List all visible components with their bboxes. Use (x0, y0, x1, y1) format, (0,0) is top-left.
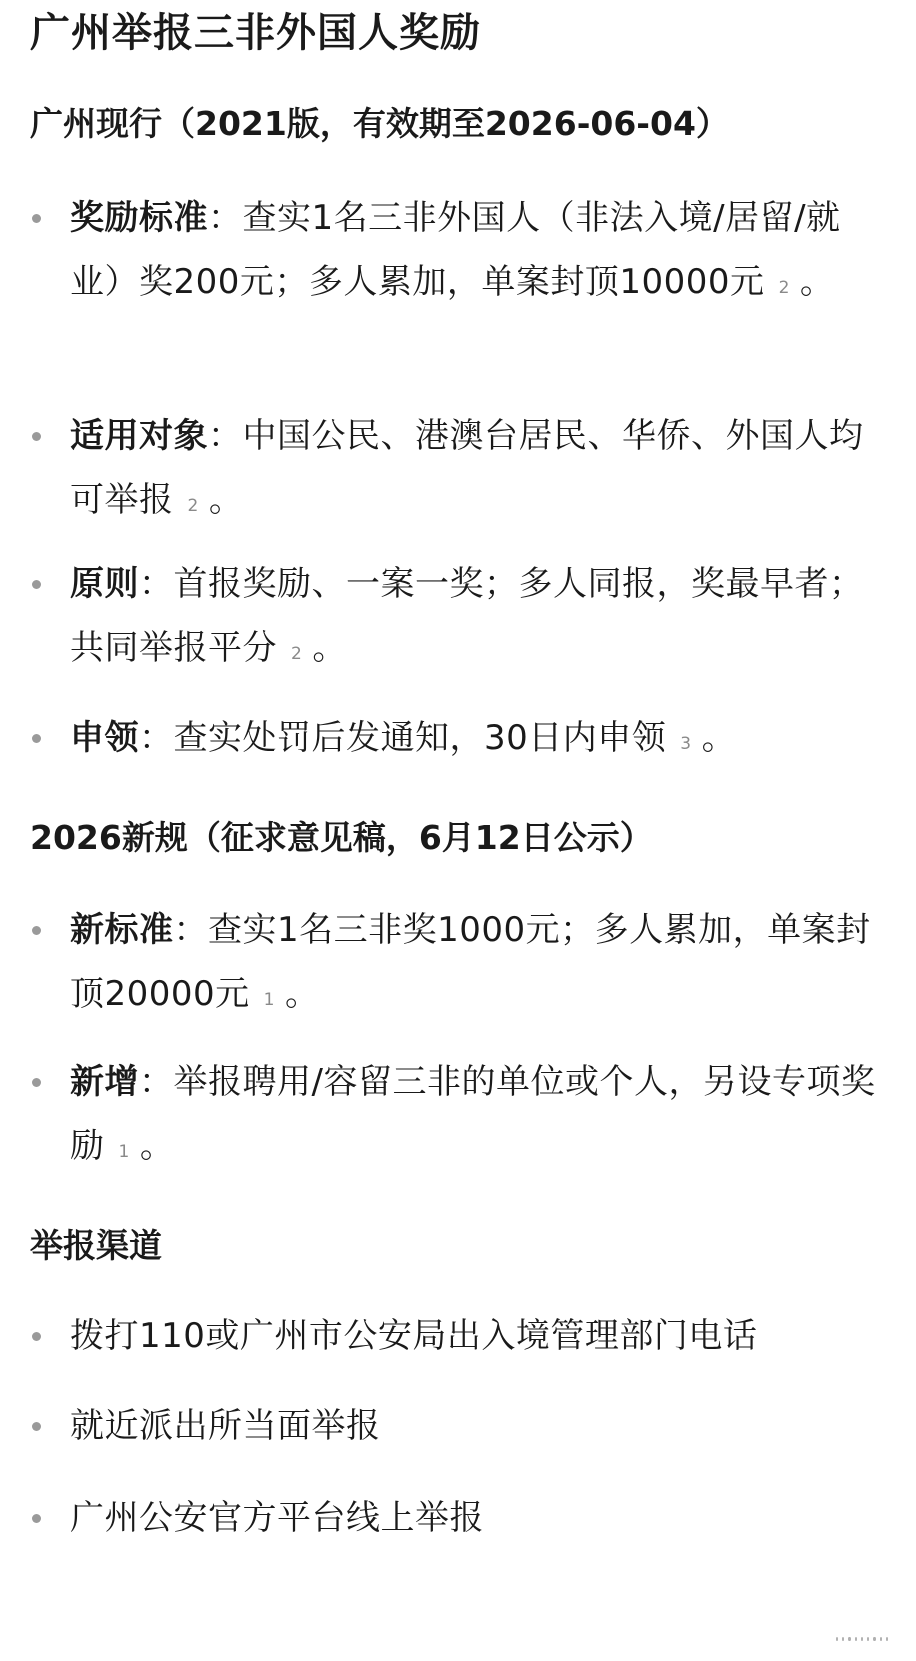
dot (842, 1637, 844, 1641)
bullet-dot (32, 926, 41, 935)
more-dots-icon (836, 1637, 888, 1647)
citation-ref[interactable]: 2 (291, 644, 303, 664)
list-item-channel-online (70, 1486, 880, 1550)
bullet-dot (32, 214, 41, 223)
dot (886, 1637, 888, 1641)
list-item-new-addition (70, 1050, 880, 1178)
item-label: 申领 (70, 718, 139, 758)
item-text: 查实1名三非外国人（非法入境/居留/就业）奖200元；多人累加，单案封顶10000元 (70, 198, 841, 302)
dot (880, 1637, 882, 1641)
list-item-principle (70, 552, 880, 680)
item-end: 。 (701, 718, 737, 758)
dot (836, 1637, 838, 1641)
section-heading-current: 广州现行（2021版，有效期至2026-06-04） (30, 104, 729, 143)
item-label: 原则 (70, 564, 139, 604)
item-end: 。 (208, 480, 244, 520)
dot (855, 1637, 857, 1641)
item-label: 奖励标准 (70, 198, 208, 238)
citation-ref[interactable]: 3 (680, 734, 692, 754)
list-item-channel-station (70, 1394, 880, 1458)
dot (848, 1637, 850, 1641)
item-label: 新增 (70, 1062, 139, 1102)
bullet-dot (32, 1422, 41, 1431)
bullet-dot (32, 1332, 41, 1341)
item-text: 中国公民、港澳台居民、华侨、外国人均可举报 (70, 416, 864, 520)
item-separator: ： (139, 564, 174, 604)
item-text: 查实处罚后发通知，30日内申领 (173, 718, 667, 758)
item-separator: ： (208, 416, 243, 456)
section-heading-channels: 举报渠道 (30, 1226, 162, 1265)
item-text: 广州公安官方平台线上举报 (70, 1498, 484, 1538)
dot (873, 1637, 875, 1641)
bullet-dot (32, 1078, 41, 1087)
citation-ref[interactable]: 1 (118, 1142, 130, 1162)
item-end: 。 (312, 628, 347, 668)
list-item-eligible-reporters (70, 404, 880, 532)
citation-ref[interactable]: 2 (187, 496, 199, 516)
item-end: 。 (139, 1126, 175, 1166)
item-separator: ： (173, 910, 208, 950)
citation-ref[interactable]: 2 (778, 278, 790, 298)
citation-ref[interactable]: 1 (263, 990, 275, 1010)
item-end: 。 (799, 262, 835, 302)
page-title: 广州举报三非外国人奖励 (30, 10, 481, 56)
item-label: 适用对象 (70, 416, 208, 456)
dot (861, 1637, 863, 1641)
list-item-reward-standard (70, 186, 880, 314)
bullet-dot (32, 1514, 41, 1523)
item-separator: ： (208, 198, 243, 238)
item-text: 查实1名三非奖1000元；多人累加，单案封顶20000元 (70, 910, 871, 1014)
dot (867, 1637, 869, 1641)
bullet-dot (32, 432, 41, 441)
item-end: 。 (285, 974, 320, 1014)
list-item-claim (70, 706, 880, 770)
list-item-new-standard (70, 898, 880, 1026)
item-text: 就近派出所当面举报 (70, 1406, 381, 1446)
item-separator: ： (139, 1062, 174, 1102)
item-text: 举报聘用/容留三非的单位或个人，另设专项奖励 (70, 1062, 876, 1166)
bullet-dot (32, 580, 41, 589)
section-heading-new-rules: 2026新规（征求意见稿，6月12日公示） (30, 818, 653, 857)
item-text: 首报奖励、一案一奖；多人同报，奖最早者；共同举报平分 (70, 564, 864, 668)
list-item-channel-phone (70, 1304, 880, 1368)
item-text: 拨打110或广州市公安局出入境管理部门电话 (70, 1316, 758, 1356)
item-separator: ： (139, 718, 174, 758)
bullet-dot (32, 734, 41, 743)
item-label: 新标准 (70, 910, 174, 950)
